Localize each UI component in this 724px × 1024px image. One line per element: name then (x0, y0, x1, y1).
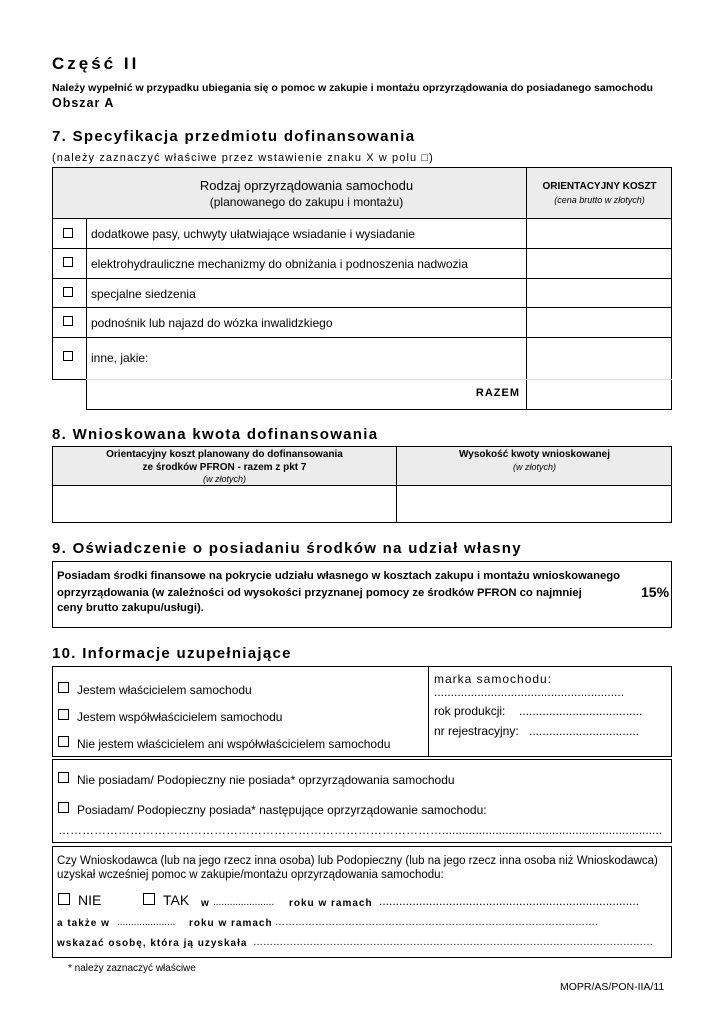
requested-amount-unit: (w złotych) (512, 462, 556, 472)
section10-title: 10. Informacje uzupełniające (52, 645, 292, 662)
cost-field-hydraulics[interactable] (528, 249, 670, 277)
total-label: RAZEM (475, 387, 520, 399)
form-code: MOPR/AS/PON-IIA/11 (560, 981, 665, 993)
checkbox-belts[interactable] (63, 228, 73, 238)
checkbox-other[interactable] (63, 351, 73, 361)
column-cost: ORIENTACYJNY KOSZT (542, 181, 657, 192)
prior-aid-question-2: uzyskał wcześniej pomoc w zakupie/montażu oprzyrządowania samochodu: (57, 869, 444, 881)
area-label: Obszar A (52, 96, 115, 110)
roku-w-ramach-label: roku w ramach (289, 898, 373, 909)
planned-cost-header: Orientacyjny koszt planowany do dofinansowania (106, 449, 343, 460)
section9-title: 9. Oświadczenie o posiadaniu środków na udział własny (52, 540, 522, 557)
registration-field[interactable]: ................................. (529, 724, 640, 738)
prior-program-field[interactable]: .............................................................................. (379, 894, 640, 908)
also-year-field[interactable]: ..................... (117, 917, 176, 928)
checkbox-coowner[interactable] (58, 709, 69, 720)
registration-label: nr rejestracyjny: (434, 724, 519, 738)
checkbox-no-equipment[interactable] (58, 772, 69, 783)
own-funds-line1: Posiadam środki finansowe na pokrycie udziału własnego w kosztach zakupu i montażu wnioskowanego (57, 570, 621, 582)
row-belts-label: dodatkowe pasy, uchwyty ułatwiające wsiadanie i wysiadanie (91, 227, 415, 241)
checkbox-not-owner[interactable] (58, 736, 69, 747)
cost-field-other[interactable] (528, 338, 670, 378)
checkbox-has-equipment[interactable] (58, 802, 69, 813)
planned-cost-header-2: ze środków PFRON - razem z pkt 7 (142, 462, 307, 473)
person-label: wskazać osobę, która ją uzyskała (57, 938, 248, 949)
prior-aid-box (52, 846, 672, 958)
row-hydraulics-label: elektrohydrauliczne mechanizmy do obniżania i podnoszenia nadwozia (91, 257, 468, 271)
no-equipment-label: Nie posiadam/ Podopieczny nie posiada* oprzyrządowania samochodu (77, 773, 455, 787)
prior-year-field[interactable]: ...................... (213, 897, 275, 908)
column-equipment-type-sub: (planowanego do zakupu i montażu) (209, 195, 404, 209)
checkbox-lift[interactable] (63, 316, 73, 326)
part-title: Część II (52, 54, 140, 73)
also-label: a także w (57, 918, 110, 929)
section8-title: 8. Wnioskowana kwota dofinansowania (52, 426, 379, 443)
owner-label: Jestem właścicielem samochodu (77, 683, 252, 697)
checkbox-nie[interactable] (58, 893, 70, 905)
also-program-field[interactable]: ……………………………………………………………………………………. (275, 917, 598, 928)
person-field[interactable]: ………………………………………………………………………………………………………… (253, 937, 653, 948)
coowner-label: Jestem współwłaścicielem samochodu (77, 710, 283, 724)
checkbox-hydraulics[interactable] (63, 257, 73, 267)
cost-field-total[interactable] (528, 380, 670, 408)
equipment-box (52, 759, 672, 843)
car-brand-field[interactable]: ......................................................... (434, 685, 625, 699)
equipment-description-field[interactable]: …………………………………………………………………………………….................................................................. (58, 823, 663, 837)
own-funds-statement (52, 561, 672, 628)
section7-title: 7. Specyfikacja przedmiotu dofinansowania (52, 128, 416, 145)
requested-amount-header: Wysokość kwoty wnioskowanej (459, 449, 610, 460)
checkbox-owner[interactable] (58, 682, 69, 693)
column-cost-sub: (cena brutto w złotych) (554, 195, 645, 205)
checkbox-tak[interactable] (143, 893, 155, 905)
cost-field-belts[interactable] (528, 219, 670, 247)
planned-cost-field[interactable] (54, 487, 394, 521)
column-equipment-type: Rodzaj oprzyrządowania samochodu (199, 178, 414, 193)
nie-label: NIE (78, 892, 102, 908)
prior-aid-question-1: Czy Wnioskodawca (lub na jego rzecz inna osoba) lub Podopieczny (lub na jego rzecz inna osoba niż Wnioskodawca) (57, 855, 658, 867)
not-owner-label: Nie jestem właścicielem ani współwłaścicielem samochodu (77, 737, 391, 751)
production-year-field[interactable]: ..................................... (519, 704, 643, 718)
tak-label: TAK (163, 892, 190, 908)
roku-w-ramach-label-2: roku w ramach (189, 918, 273, 929)
production-year-label: rok produkcji: (434, 704, 506, 718)
cost-field-lift[interactable] (528, 308, 670, 336)
own-funds-line3: ceny brutto zakupu/usługi). (57, 602, 204, 614)
ownership-box (52, 666, 672, 757)
row-other-label: inne, jakie: (91, 351, 149, 365)
cost-field-seats[interactable] (528, 279, 670, 306)
planned-cost-unit: (w złotych) (202, 474, 246, 484)
own-funds-line2: oprzyrządowania (w zależności od wysokości przyznanej pomocy ze środków PFRON co najmniej (57, 587, 582, 599)
checkbox-seats[interactable] (63, 287, 73, 297)
part-instruction: Należy wypełnić w przypadku ubiegania się o pomoc w zakupie i montażu oprzyrządowania do posiadanego samochodu (52, 82, 653, 94)
requested-amount-field[interactable] (398, 487, 670, 521)
w-label: w (201, 898, 209, 909)
footnote: * należy zaznaczyć właściwe (68, 963, 196, 974)
own-funds-percent: 15% (641, 584, 670, 600)
car-brand-label: marka samochodu: (434, 672, 553, 686)
section7-note: (należy zaznaczyć właściwe przez wstawienie znaku X w polu □) (52, 152, 434, 164)
has-equipment-label: Posiadam/ Podopieczny posiada* następujące oprzyrządowanie samochodu: (77, 803, 487, 817)
row-seats-label: specjalne siedzenia (91, 287, 196, 301)
row-lift-label: podnośnik lub najazd do wózka inwalidzkiego (91, 316, 333, 330)
